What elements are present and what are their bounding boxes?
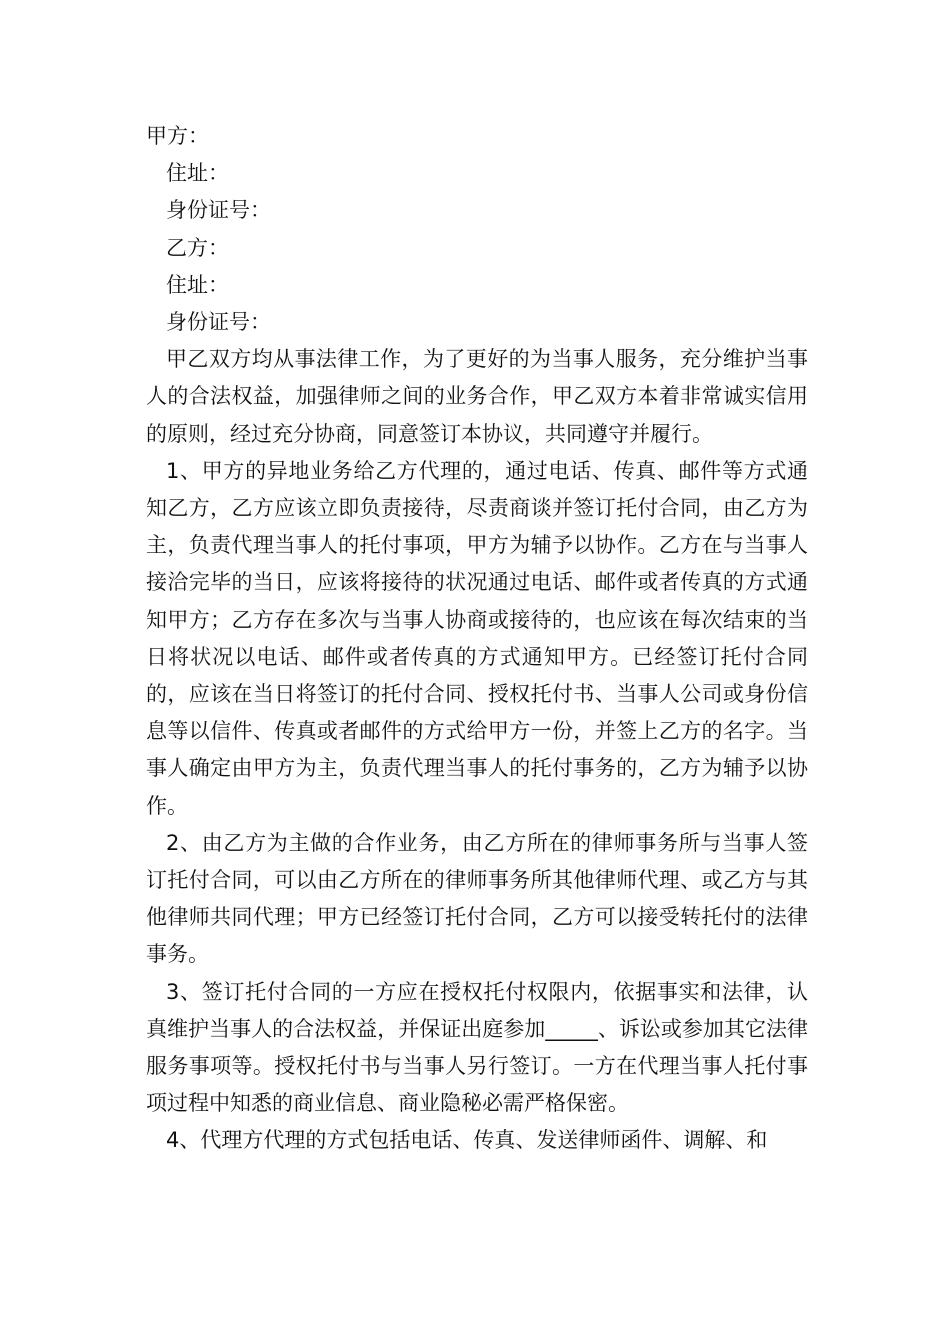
clause-2-paragraph: 2、由乙方为主做的合作业务，由乙方所在的律师事务所与当事人签订托付合同，可以由乙方所在的律师事务所其他律师代理、或乙方与其他律师共同代理；甲方已经签订托付合同，乙方可以接受转托付的法律事务。 <box>146 830 808 967</box>
clause-3-paragraph: 3、签订托付合同的一方应在授权托付权限内，依据事实和法律，认真维护当事人的合法权益，并保证出庭参加_____、诉讼或参加其它法律服务事项等。授权托付书与当事人另行签订。一方在代理当事人托付事项过程中知悉的商业信息、商业隐秘必需严格保密。 <box>146 979 808 1116</box>
intro-paragraph: 甲乙双方均从事法律工作，为了更好的为当事人服务，充分维护当事人的合法权益，加强律师之间的业务合作，甲乙双方本着非常诚实信用的原则，经过充分协商，同意签订本协议，共同遵守并履行。 <box>146 347 808 446</box>
clause-4-paragraph: 4、代理方代理的方式包括电话、传真、发送律师函件、调解、和 <box>166 1128 768 1153</box>
party-a-label: 甲方： <box>146 124 209 148</box>
party-b-address-label: 住址： <box>166 272 229 297</box>
party-b-id-label: 身份证号： <box>166 310 271 335</box>
party-a-address-label: 住址： <box>166 161 229 186</box>
document-body <box>146 118 808 1160</box>
clause-1-paragraph: 1、甲方的异地业务给乙方代理的，通过电话、传真、邮件等方式通知乙方，乙方应该立即负责接待，尽责商谈并签订托付合同，由乙方为主，负责代理当事人的托付事项，甲方为辅予以协作。乙方在与当事人接洽完毕的当日，应该将接待的状况通过电话、邮件或者传真的方式通知甲方；乙方存在多次与当事人协商或接待的，也应该在每次结束的当日将状况以电话、邮件或者传真的方式通知甲方。已经签订托付合同的，应该在当日将签订的托付合同、授权托付书、当事人公司或身份信息等以信件、传真或者邮件的方式给甲方一份，并签上乙方的名字。当事人确定由甲方为主，负责代理当事人的托付事务的，乙方为辅予以协作。 <box>146 458 808 818</box>
party-a-id-label: 身份证号： <box>166 198 271 223</box>
party-b-label: 乙方： <box>166 235 229 260</box>
